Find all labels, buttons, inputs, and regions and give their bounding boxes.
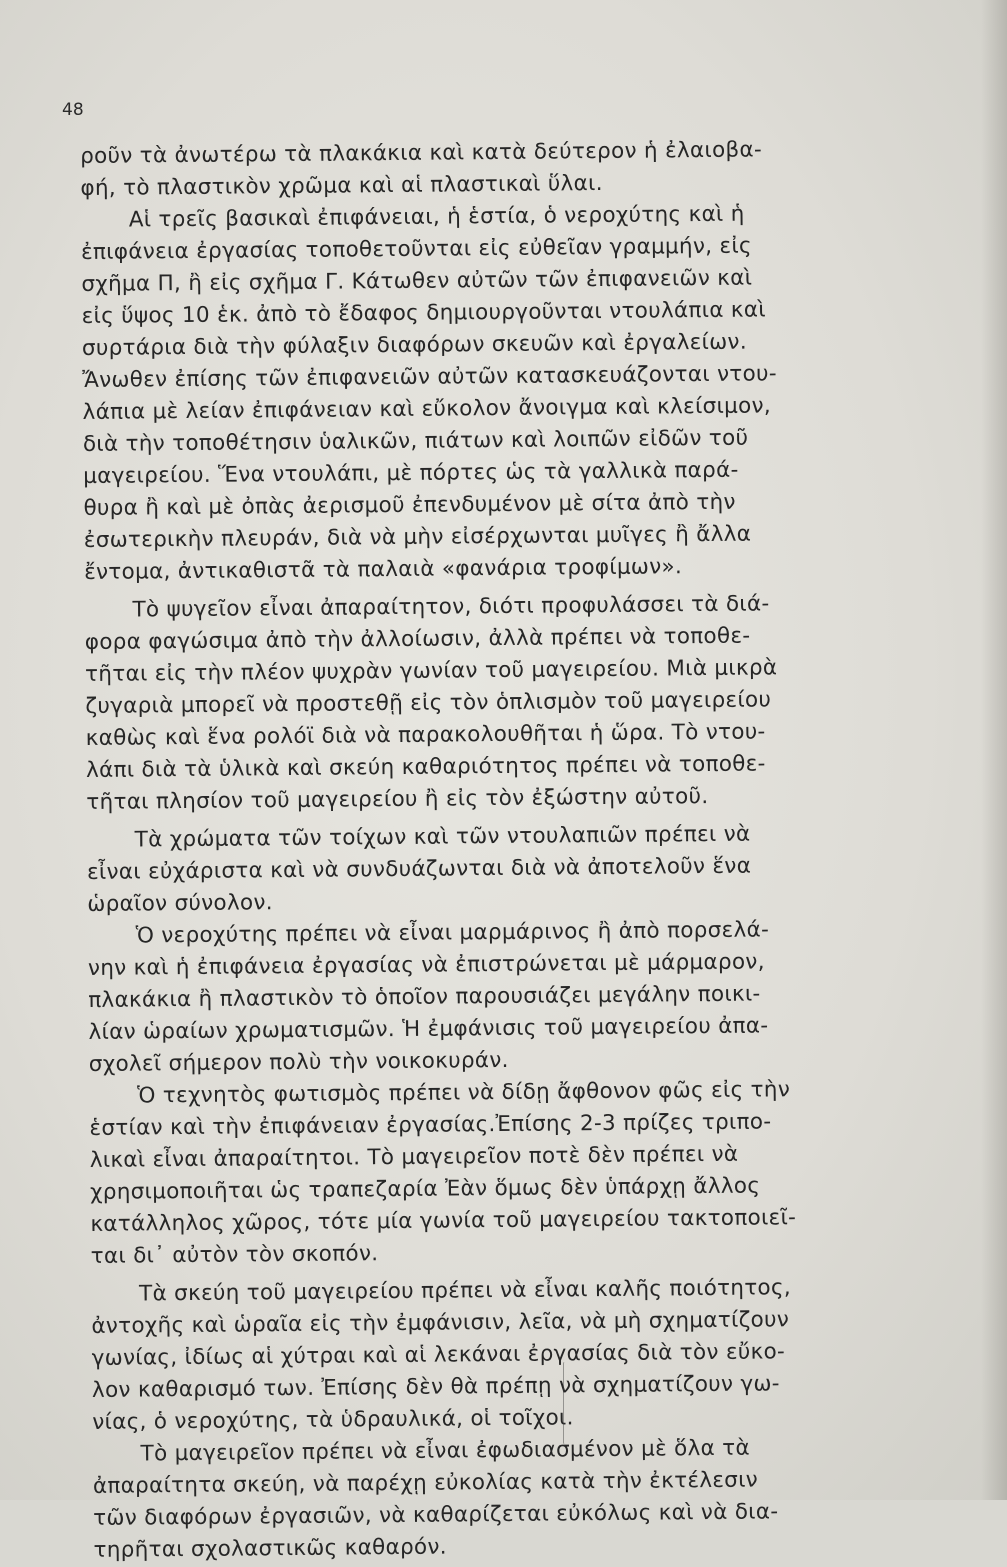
text-line: κατάλληλος χῶρος, τότε μία γωνία τοῦ μαγειρείου τακτοποιεῖ- <box>90 1205 797 1237</box>
text-line: γωνίας, ἰδίως αἱ χύτραι καὶ αἱ λεκάναι ἐργασίας διὰ τὸν εὔκο- <box>91 1339 786 1371</box>
text-line: φορα φαγώσιμα ἀπὸ τὴν ἀλλοίωσιν, ἀλλὰ πρέπει νὰ τοποθε- <box>84 623 751 655</box>
text-line: Ἄνωθεν ἐπίσης τῶν ἐπιφανειῶν αὐτῶν κατασκευάζονται ντου- <box>82 361 777 393</box>
text-line: Ὁ νεροχύτης πρέπει νὰ εἶναι μαρμάρινος ἢ ἀπὸ πορσελά- <box>135 917 770 949</box>
text-line: ἀντοχῆς καὶ ὡραῖα εἰς τὴν ἐμφάνισιν, λεῖα, νὰ μὴ σχηματίζουν <box>91 1307 790 1339</box>
text-line: λίαν ὡραίων χρωματισμῶν. Ἡ ἐμφάνισις τοῦ μαγειρείου ἀπα- <box>88 1013 769 1045</box>
text-line: Αἱ τρεῖς βασικαὶ ἐπιφάνειαι, ἡ ἑστία, ὁ νεροχύτης καὶ ἡ <box>128 201 745 233</box>
text-line: νίας, ὁ νεροχύτης, τὰ ὑδραυλικά, οἱ τοῖχοι. <box>92 1405 574 1435</box>
text-line: τῆται πλησίον τοῦ μαγειρείου ἢ εἰς τὸν ἐξώστην αὐτοῦ. <box>86 783 709 815</box>
page-number: 48 <box>62 100 84 120</box>
text-line: χρησιμοποιῆται ὡς τραπεζαρία Ἐὰν ὅμως δὲν ὑπάρχῃ ἄλλος <box>89 1173 761 1205</box>
text-line: ὡραῖον σύνολον. <box>87 890 274 917</box>
text-line: λικαὶ εἶναι ἀπαραίτητοι. Τὸ μαγειρεῖον ποτὲ δὲν πρέπει νὰ <box>89 1141 739 1173</box>
pencil-mark <box>563 1362 566 1444</box>
text-line: Τὰ χρώματα τῶν τοίχων καὶ τῶν ντουλαπιῶν πρέπει νὰ <box>134 821 751 853</box>
text-line: ἐπιφάνεια ἐργασίας τοποθετοῦνται εἰς εὐθεῖαν γραμμήν, εἰς <box>80 233 753 265</box>
text-line: εἶναι εὐχάριστα καὶ νὰ συνδυάζωνται διὰ νὰ ἀποτελοῦν ἕνα <box>86 853 752 885</box>
text-line: Τὸ ψυγεῖον εἶναι ἀπαραίτητον, διότι προφυλάσσει τὰ διά- <box>132 591 770 623</box>
text-line: Τὸ μαγειρεῖον πρέπει νὰ εἶναι ἐφωδιασμένον μὲ ὅλα τὰ <box>140 1435 751 1467</box>
text-line: συρτάρια διὰ τὴν φύλαξιν διαφόρων σκευῶν καὶ ἐργαλείων. <box>81 329 748 361</box>
text-line: πλακάκια ἢ πλαστικὸν τὸ ὁποῖον παρουσιάζει μεγάλην ποικι- <box>88 981 761 1013</box>
text-line: καθὼς καὶ ἕνα ρολόϊ διὰ νὰ παρακολουθῆται ἡ ὥρα. Τὸ ντου- <box>85 719 766 751</box>
text-line: εἰς ὕψος 10 ἑκ. ἀπὸ τὸ ἔδαφος δημιουργοῦνται ντουλάπια καὶ <box>81 297 767 329</box>
text-line: φή, τὸ πλαστικὸν χρῶμα καὶ αἱ πλαστικαὶ ὕλαι. <box>80 170 603 201</box>
text-line: διὰ τὴν τοποθέτησιν ὑαλικῶν, πιάτων καὶ λοιπῶν εἰδῶν τοῦ <box>82 425 749 457</box>
text-line: ζυγαριὰ μπορεῖ νὰ προστεθῇ εἰς τὸν ὁπλισμὸν τοῦ μαγειρείου <box>85 687 772 719</box>
text-line: λον καθαρισμό των. Ἐπίσης δὲν θὰ πρέπῃ νὰ σχηματίζουν γω- <box>91 1371 780 1403</box>
text-line: τῆται εἰς τὴν πλέον ψυχρὰν γωνίαν τοῦ μαγειρείου. Μιὰ μικρὰ <box>85 655 778 687</box>
text-line: λάπι διὰ τὰ ὑλικὰ καὶ σκεύη καθαριότητος πρέπει νὰ τοποθε- <box>85 751 766 783</box>
text-line: Τὰ σκεύη τοῦ μαγειρείου πρέπει νὰ εἶναι καλῆς ποιότητος, <box>138 1275 792 1307</box>
text-line: τῶν διαφόρων ἐργασιῶν, νὰ καθαρίζεται εὐκόλως καὶ νὰ δια- <box>93 1499 779 1531</box>
text-line: ἔντομα, ἀντικαθιστᾶ τὰ παλαιὰ «φανάρια τροφίμων». <box>84 554 683 585</box>
text-line: λάπια μὲ λείαν ἐπιφάνειαν καὶ εὔκολον ἄνοιγμα καὶ κλείσιμον, <box>82 393 772 425</box>
text-line: μαγειρείου. Ἕνα ντουλάπι, μὲ πόρτες ὡς τὰ γαλλικὰ παρά- <box>83 457 739 489</box>
page-edge-shadow <box>981 0 1007 1500</box>
text-line: σχῆμα Π, ἢ εἰς σχῆμα Γ. Κάτωθεν αὐτῶν τῶν ἐπιφανειῶν καὶ <box>81 265 753 297</box>
text-line: ται δι᾽ αὐτὸν τὸν σκοπόν. <box>90 1241 379 1269</box>
text-line: ροῦν τὰ ἀνωτέρω τὰ πλακάκια καὶ κατὰ δεύτερον ἡ ἐλαιοβα- <box>80 137 763 169</box>
text-line: ἐσωτερικὴν πλευράν, διὰ νὰ μὴν εἰσέρχωνται μυῖγες ἢ ἄλλα <box>83 521 752 553</box>
text-line: τηρῆται σχολαστικῶς καθαρόν. <box>93 1534 447 1563</box>
body-text <box>80 133 884 1567</box>
text-line: σχολεῖ σήμερον πολὺ τὴν νοικοκυράν. <box>88 1047 509 1077</box>
text-line: ἀπαραίτητα σκεύη, νὰ παρέχῃ εὐκολίας κατὰ τὴν ἐκτέλεσιν <box>92 1467 759 1499</box>
text-line: νην καὶ ἡ ἐπιφάνεια ἐργασίας νὰ ἐπιστρώνεται μὲ μάρμαρον, <box>87 949 765 981</box>
text-line: θυρα ἢ καὶ μὲ ὀπὰς ἀερισμοῦ ἐπενδυμένον μὲ σίτα ἀπὸ τὴν <box>83 489 736 521</box>
text-line: ἑστίαν καὶ τὴν ἐπιφάνειαν ἐργασίας.Ἐπίσης 2-3 πρίζες τριπο- <box>89 1109 772 1141</box>
text-line: Ὁ τεχνητὸς φωτισμὸς πρέπει νὰ δίδῃ ἄφθονον φῶς εἰς τὴν <box>137 1077 791 1109</box>
